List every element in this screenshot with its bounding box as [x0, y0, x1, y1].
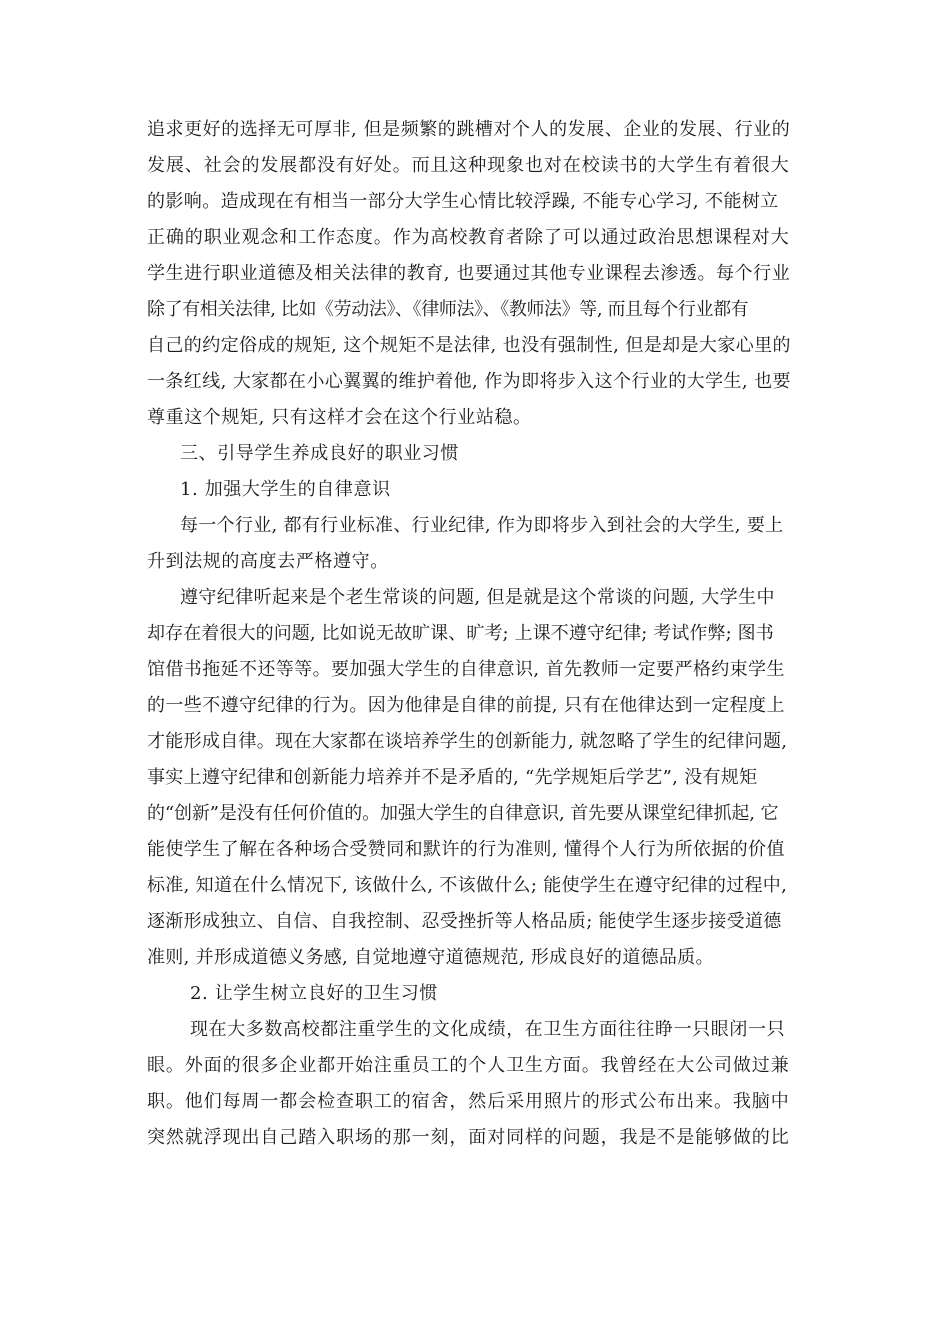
- paragraph-line: 遵守纪律听起来是个老生常谈的问题, 但是就是这个常谈的问题, 大学生中: [180, 587, 775, 608]
- paragraph-line: 尊重这个规矩, 只有这样才会在这个行业站稳。: [147, 407, 532, 428]
- paragraph-line: 发展、社会的发展都没有好处。而且这种现象也对在校读书的大学生有着很大: [147, 155, 790, 176]
- paragraph-line: 标准, 知道在什么情况下, 该做什么, 不该做什么; 能使学生在遵守纪律的过程中,: [147, 875, 788, 896]
- paragraph-line: 才能形成自律。现在大家都在谈培养学生的创新能力, 就忽略了学生的纪律问题,: [147, 731, 788, 752]
- paragraph-line: 能使学生了解在各种场合受赞同和默许的行为准则, 懂得个人行为所依据的价值: [147, 839, 785, 860]
- section-heading: 三、引导学生养成良好的职业习惯: [180, 443, 459, 464]
- subsection-heading: 2. 让学生树立良好的卫生习惯: [190, 983, 438, 1004]
- paragraph-line: 眼。外面的很多企业都开始注重员工的个人卫生方面。我曾经在大公司做过兼: [147, 1055, 790, 1076]
- paragraph-line: 的影响。造成现在有相当一部分大学生心情比较浮躁, 不能专心学习, 不能树立: [147, 191, 779, 212]
- subsection-heading: 1. 加强大学生的自律意识: [180, 479, 391, 500]
- paragraph-line: 的一些不遵守纪律的行为。因为他律是自律的前提, 只有在他律达到一定程度上: [147, 695, 785, 716]
- paragraph-line: 突然就浮现出自己踏入职场的那一刻，面对同样的问题，我是不是能够做的比: [147, 1127, 790, 1148]
- paragraph-line: 事实上遵守纪律和创新能力培养并不是矛盾的, “先学规矩后学艺”, 没有规矩: [147, 767, 758, 788]
- paragraph-line: 每一个行业, 都有行业标准、行业纪律, 作为即将步入到社会的大学生, 要上: [180, 515, 784, 536]
- paragraph-line: 馆借书拖延不还等等。要加强大学生的自律意识, 首先教师一定要严格约束学生: [147, 659, 785, 680]
- paragraph-line: 正确的职业观念和工作态度。作为高校教育者除了可以通过政治思想课程对大: [147, 227, 790, 248]
- paragraph-line: 追求更好的选择无可厚非, 但是频繁的跳槽对个人的发展、企业的发展、行业的: [147, 119, 791, 140]
- paragraph-line: 逐渐形成独立、自信、自我控制、忍受挫折等人格品质; 能使学生逐步接受道德: [147, 911, 782, 932]
- paragraph-line: 学生进行职业道德及相关法律的教育, 也要通过其他专业课程去渗透。每个行业: [147, 263, 791, 284]
- paragraph-line: 准则, 并形成道德义务感, 自觉地遵守道德规范, 形成良好的道德品质。: [147, 947, 714, 968]
- paragraph-line: 却存在着很大的问题, 比如说无故旷课、旷考; 上课不遵守纪律; 考试作弊; 图书: [147, 623, 774, 644]
- paragraph-line: 自己的约定俗成的规矩, 这个规矩不是法律, 也没有强制性, 但是却是大家心里的: [147, 335, 791, 356]
- paragraph-line: 职。他们每周一都会检查职工的宿舍，然后采用照片的形式公布出来。我脑中: [147, 1091, 790, 1112]
- paragraph-line: 的“创新”是没有任何价值的。加强大学生的自律意识, 首先要从课堂纪律抓起, 它: [147, 803, 779, 824]
- paragraph-line: 现在大多数高校都注重学生的文化成绩，在卫生方面往往睁一只眼闭一只: [190, 1019, 786, 1040]
- paragraph-line: 除了有相关法律, 比如《劳动法》、《律师法》、《教师法》等, 而且每个行业都有: [147, 299, 749, 320]
- paragraph-line: 一条红线, 大家都在小心翼翼的维护着他, 作为即将步入这个行业的大学生, 也要: [147, 371, 791, 392]
- paragraph-line: 升到法规的高度去严格遵守。: [147, 551, 389, 572]
